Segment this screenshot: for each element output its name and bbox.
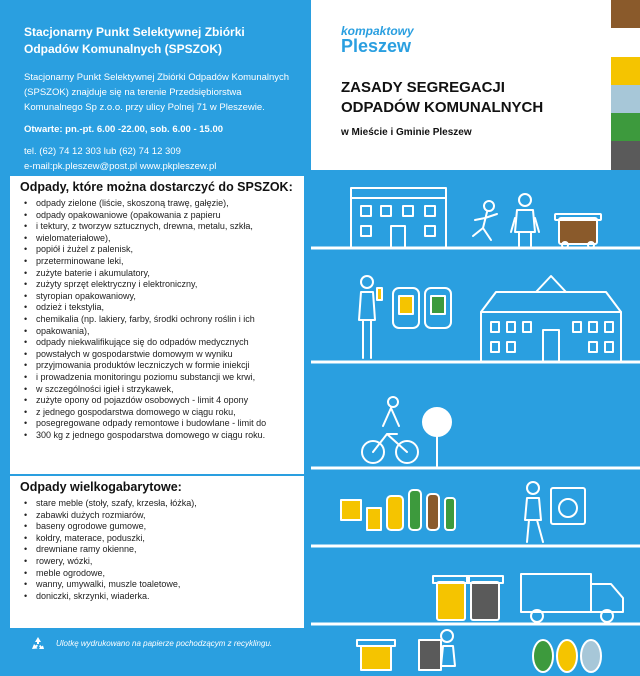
cover-header — [311, 0, 611, 170]
color-stripes — [611, 0, 640, 170]
right-panel — [311, 0, 640, 676]
brown-bin-icon — [555, 214, 601, 248]
garbage-truck-icon — [521, 574, 623, 622]
list-item: • i prowadzenia monitoringu poziomu substancji we krwi, — [24, 372, 296, 384]
list-item: • powstałych w gospodarstwie domowym w wyniku — [24, 349, 296, 361]
color-stripe — [611, 0, 640, 28]
logo-pleszew: Pleszew — [341, 36, 412, 56]
gray-bin-icon — [467, 576, 503, 620]
list-item: • i tektury, z tworzyw sztucznych, drewna, metalu, szkła, — [24, 221, 296, 233]
color-stripe — [611, 28, 640, 56]
bulky-waste-list — [10, 494, 304, 602]
recycling-bank-green-icon — [425, 288, 451, 328]
packaging-items-icon — [341, 490, 455, 530]
list-item: • 300 kg z jednego gospodarstwa domowego w ciągu roku. — [24, 430, 296, 442]
person-with-trolley-icon — [525, 482, 543, 542]
accepted-waste-list — [10, 194, 304, 441]
town-hall-building-icon — [481, 276, 621, 362]
cover-subtitle: w Mieście i Gminie Pleszew — [341, 127, 472, 138]
color-stripe — [611, 141, 640, 169]
list-item: • przyjmowania produktów leczniczych w formie iniekcji — [24, 360, 296, 372]
color-stripe — [611, 57, 640, 85]
list-item: • odpady niekwalifikujące się do odpadów medycznych — [24, 337, 296, 349]
person-with-bottle-icon — [359, 276, 382, 358]
recycled-paper-note: Ulotkę wydrukowano na papierze pochodzącym z recyklingu. — [56, 639, 273, 648]
bulky-waste-heading: Odpady wielkogabarytowe: — [20, 480, 182, 494]
spszok-info — [24, 24, 304, 174]
list-item: • chemikalia (np. lakiery, farby, środki ochrony roślin i ich — [24, 314, 296, 326]
list-item: • zabawki dużych rozmiarów, — [24, 510, 296, 522]
desc-line2: (SPSZOK) znajduje się na terenie Przedsiębiorstwa — [24, 87, 242, 98]
list-item: • przeterminowane leki, — [24, 256, 296, 268]
person-with-bags-icon — [511, 194, 539, 246]
yellow-bin-icon — [433, 576, 469, 620]
list-item: • odpady zielone (liście, skoszoną trawę, gałęzie), — [24, 198, 296, 210]
list-item: • kołdry, materace, poduszki, — [24, 533, 296, 545]
accepted-waste-heading: Odpady, które można dostarczyć do SPSZOK: — [20, 180, 293, 194]
list-item: • odzież i tekstylia, — [24, 302, 296, 314]
list-item: • zużyty sprzęt elektryczny i elektroniczny, — [24, 279, 296, 291]
phone-numbers: tel. (62) 74 12 303 lub (62) 74 12 309 — [24, 146, 181, 157]
email-website: e-mail:pk.pleszew@post.pl www.pkpleszew.pl — [24, 161, 217, 172]
list-item: • drewniane ramy okienne, — [24, 544, 296, 556]
tree-icon — [423, 408, 451, 466]
desc-line3: Komunalnego Sp z.o.o. przy ulicy Polnej 71 w Pleszewie. — [24, 102, 265, 113]
opening-hours: Otwarte: pn.-pt. 6.00 -22.00, sob. 6.00 - 15.00 — [24, 124, 224, 135]
list-item: • meble ogrodowe, — [24, 568, 296, 580]
list-item: • wanny, umywalki, muszle toaletowe, — [24, 579, 296, 591]
logo-kompaktowy: kompaktowy — [341, 24, 414, 38]
containers-row-icon — [357, 630, 601, 672]
cover-title-line1: ZASADY SEGREGACJI — [341, 79, 505, 96]
list-item: • wielomateriałowe), — [24, 233, 296, 245]
child-running-icon — [473, 201, 497, 240]
list-item: • w szczególności igieł i strzykawek, — [24, 384, 296, 396]
apartment-block-icon — [351, 188, 446, 248]
list-item: • stare meble (stoły, szafy, krzesła, łóżka), — [24, 498, 296, 510]
list-item: • zużyte opony od pojazdów osobowych - limit 4 opony — [24, 395, 296, 407]
recycle-icon — [30, 636, 46, 652]
list-item: • odpady opakowaniowe (opakowania z papieru — [24, 210, 296, 222]
bicycle-rider-icon — [362, 397, 418, 463]
washing-machine-icon — [551, 488, 585, 524]
list-item: • posegregowane odpady remontowe i budowlane - limit do — [24, 418, 296, 430]
info-title-line1: Stacjonarny Punkt Selektywnej Zbiórki — [24, 25, 245, 39]
list-item: • z jednego gospodarstwa domowego w ciągu roku, — [24, 407, 296, 419]
bulky-waste-box — [10, 476, 304, 628]
city-illustration — [311, 170, 640, 676]
desc-line1: Stacjonarny Punkt Selektywnej Zbiórki Odpadów Komunalnych — [24, 72, 290, 83]
contact-info — [24, 144, 304, 174]
list-item: • styropian opakowaniowy, — [24, 291, 296, 303]
list-item: • zużyte baterie i akumulatory, — [24, 268, 296, 280]
info-title-line2: Odpadów Komunalnych (SPSZOK) — [24, 42, 223, 56]
list-item: • popiół i żużel z palenisk, — [24, 244, 296, 256]
list-item: • doniczki, skrzynki, wiaderka. — [24, 591, 296, 603]
recycling-bank-yellow-icon — [393, 288, 419, 328]
cover-title-line2: ODPADÓW KOMUNALNYCH — [341, 99, 544, 116]
cover-title — [341, 78, 543, 118]
info-description — [24, 70, 304, 115]
list-item: • baseny ogrodowe gumowe, — [24, 521, 296, 533]
list-item: • opakowania), — [24, 326, 296, 338]
color-stripe — [611, 85, 640, 113]
accepted-waste-box — [10, 176, 304, 474]
left-panel — [0, 0, 311, 676]
color-stripe — [611, 113, 640, 141]
list-item: • rowery, wózki, — [24, 556, 296, 568]
